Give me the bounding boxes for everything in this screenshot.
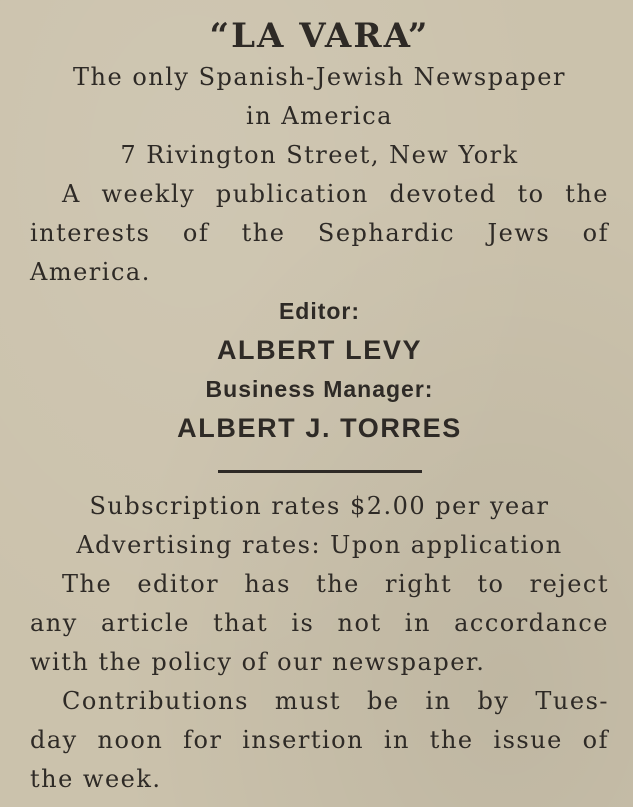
- deadline-line-1: Contributions must be in by Tues-: [62, 687, 609, 715]
- policy-line-1: The editor has the right to reject: [62, 570, 609, 598]
- description-line-3: America.: [30, 258, 151, 286]
- policy-line-3: with the policy of our newspaper.: [30, 648, 486, 676]
- address-line: 7 Rivington Street, New York: [120, 141, 519, 169]
- business-manager-label: Business Manager:: [205, 376, 434, 402]
- subtitle-line-1: The only Spanish-Jewish Newspaper: [73, 63, 566, 91]
- editor-label: Editor:: [278, 298, 361, 324]
- deadline-line-3: the week.: [30, 765, 162, 793]
- business-manager-name: ALBERT J. TORRES: [177, 413, 462, 443]
- section-divider: [218, 470, 422, 473]
- editor-name: ALBERT LEVY: [216, 335, 423, 365]
- deadline-line-2: day noon for insertion in the issue of: [30, 726, 609, 754]
- subscription-rates: Subscription rates $2.00 per year: [89, 492, 550, 520]
- advertising-rates: Advertising rates: Upon application: [76, 531, 563, 559]
- subtitle-line-2: in America: [246, 102, 393, 130]
- newspaper-title: “LA VARA”: [209, 16, 430, 56]
- description-line-1: A weekly publication devoted to the: [62, 180, 609, 208]
- policy-line-2: any article that is not in accordance: [30, 609, 609, 637]
- description-line-2: interests of the Sephardic Jews of: [30, 219, 609, 247]
